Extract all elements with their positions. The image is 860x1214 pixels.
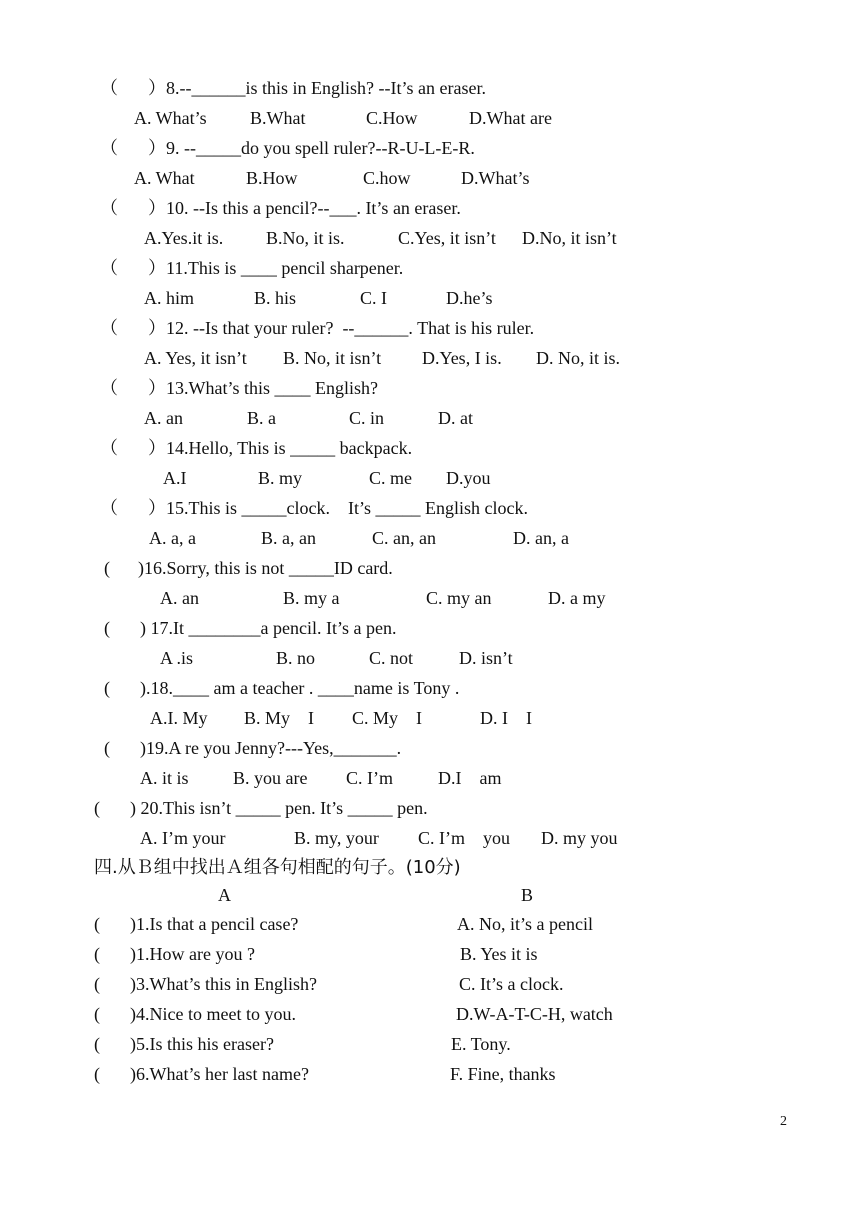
sentence-a: )3.What’s this in English? — [130, 974, 317, 994]
option: B. his — [254, 288, 297, 308]
question-text: ).18.____ am a teacher . ____name is Tony . — [140, 678, 460, 698]
option: D.I am — [438, 768, 502, 788]
answer-bracket: （ — [100, 198, 118, 218]
option: D. at — [438, 408, 473, 428]
sentence-a: )1.Is that a pencil case? — [130, 914, 299, 934]
sentence-b: A. No, it’s a pencil — [457, 914, 593, 934]
option: B. a — [247, 408, 276, 428]
option: B. my, your — [294, 828, 379, 848]
answer-bracket: （ — [100, 498, 118, 518]
answer-bracket: ( — [104, 618, 110, 638]
option: D.he’s — [446, 288, 493, 308]
option: B. a, an — [261, 528, 316, 548]
question-text: ）13.What’s this ____ English? — [148, 378, 378, 398]
option: A. an — [144, 408, 183, 428]
option: D. an, a — [513, 528, 569, 548]
answer-bracket: ( — [94, 1034, 100, 1054]
option: B. my — [258, 468, 303, 488]
option: A.I — [163, 468, 187, 488]
option: A. a, a — [149, 528, 196, 548]
page-number: 2 — [780, 1114, 787, 1129]
sentence-b: D.W-A-T-C-H, watch — [456, 1004, 613, 1024]
option: C.How — [366, 108, 418, 128]
option: D. No, it is. — [536, 348, 621, 368]
option: D.No, it isn’t — [522, 228, 617, 248]
option: D. my you — [541, 828, 618, 848]
question-text: ）10. --Is this a pencil?--___. It’s an eraser. — [148, 198, 461, 218]
question-text: ）9. --_____do you spell ruler?--R-U-L-E-R. — [148, 138, 475, 158]
option: A.I. My — [150, 708, 208, 728]
matching-row — [94, 1063, 556, 1173]
answer-bracket: （ — [100, 438, 118, 458]
question-text: ）11.This is ____ pencil sharpener. — [148, 258, 404, 278]
question-text: )19.A re you Jenny?---Yes,_______. — [140, 738, 402, 758]
column-b-header: B — [521, 885, 534, 905]
option: B. No, it isn’t — [283, 348, 382, 368]
option: B.What — [250, 108, 306, 128]
option: C. in — [349, 408, 385, 428]
sentence-a: )5.Is this his eraser? — [130, 1034, 274, 1054]
option: C. I — [360, 288, 387, 308]
option: D.Yes, I is. — [422, 348, 502, 368]
option: C.how — [363, 168, 411, 188]
option: D.What’s — [461, 168, 530, 188]
option: A. him — [144, 288, 195, 308]
sentence-a: )1.How are you ? — [130, 944, 255, 964]
question-text: ) 17.It ________a pencil. It’s a pen. — [140, 618, 397, 638]
option: D. I I — [480, 708, 532, 728]
sentence-a: )4.Nice to meet to you. — [130, 1004, 296, 1024]
option: B. my a — [283, 588, 340, 608]
option: B. My I — [244, 708, 315, 728]
option: C. my an — [426, 588, 492, 608]
option: A. an — [160, 588, 199, 608]
answer-bracket: ( — [104, 738, 110, 758]
option: D.What are — [469, 108, 552, 128]
answer-bracket: ( — [104, 558, 110, 578]
question-text: ）15.This is _____clock. It’s _____ English clock. — [148, 498, 528, 518]
answer-bracket: ( — [94, 1064, 100, 1084]
option: D.you — [446, 468, 491, 488]
option: D. isn’t — [459, 648, 513, 668]
answer-bracket: ( — [94, 914, 100, 934]
answer-bracket: ( — [104, 678, 110, 698]
sentence-b: C. It’s a clock. — [459, 974, 564, 994]
option: A.Yes.it is. — [144, 228, 224, 248]
answer-bracket: （ — [100, 138, 118, 158]
sentence-b: B. Yes it is — [460, 944, 538, 964]
sentence-b: E. Tony. — [451, 1034, 511, 1054]
question-text: )16.Sorry, this is not _____ID card. — [138, 558, 393, 578]
option: A. What’s — [134, 108, 207, 128]
option: C. me — [369, 468, 412, 488]
question-text: ）12. --Is that your ruler? --______. That is his ruler. — [148, 318, 535, 338]
answer-bracket: ( — [94, 798, 100, 818]
option: C. I’m you — [418, 828, 510, 848]
question-text: ）8.--______is this in English? --It’s an eraser. — [148, 78, 486, 98]
answer-bracket: ( — [94, 974, 100, 994]
column-a-header: A — [218, 885, 231, 905]
answer-bracket: （ — [100, 318, 118, 338]
option: B. you are — [233, 768, 308, 788]
option: B. no — [276, 648, 316, 668]
option: C.Yes, it isn’t — [398, 228, 496, 248]
option: C. I’m — [346, 768, 393, 788]
section-heading: 四.从Ｂ组中找出Ａ组各句相配的句子。(10分) — [94, 857, 461, 878]
option: A .is — [160, 648, 194, 668]
sentence-a: )6.What’s her last name? — [130, 1064, 309, 1084]
question-text: ）14.Hello, This is _____ backpack. — [148, 438, 413, 458]
option: C. an, an — [372, 528, 436, 548]
answer-bracket: ( — [94, 1004, 100, 1024]
option: A. Yes, it isn’t — [144, 348, 247, 368]
answer-bracket: （ — [100, 78, 118, 98]
option: B.How — [246, 168, 298, 188]
option: C. My I — [352, 708, 423, 728]
option: A. What — [134, 168, 195, 188]
option: A. I’m your — [140, 828, 226, 848]
option: C. not — [369, 648, 414, 668]
answer-bracket: ( — [94, 944, 100, 964]
answer-bracket: （ — [100, 258, 118, 278]
answer-bracket: （ — [100, 378, 118, 398]
option: A. it is — [140, 768, 189, 788]
option: B.No, it is. — [266, 228, 345, 248]
sentence-b: F. Fine, thanks — [450, 1064, 556, 1084]
option: D. a my — [548, 588, 606, 608]
question-text: ) 20.This isn’t _____ pen. It’s _____ pen. — [130, 798, 428, 818]
